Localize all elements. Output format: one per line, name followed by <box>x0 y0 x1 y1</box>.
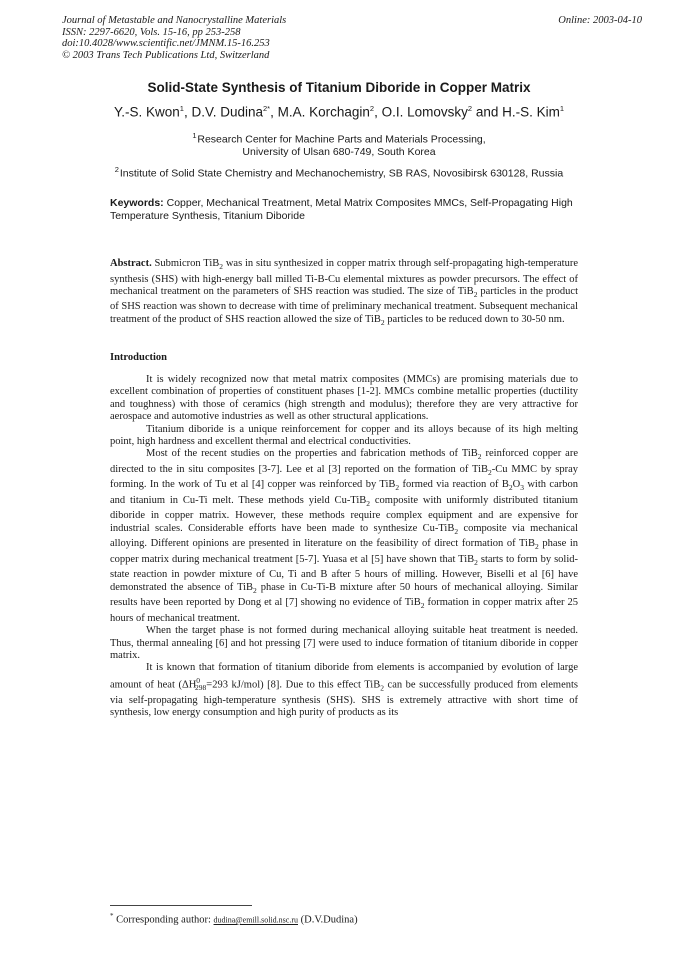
affiliation-2: $^2$ Institute of Solid State Chemistry and Mechanochemistry, SB RAS, Novosibirsk 630128, Russia <box>114 165 564 180</box>
issn: ISSN: 2297-6620, Vols. 15-16, pp 253-258 <box>62 26 241 38</box>
email-link[interactable]: dudina@emill.solid.nsc.ru <box>213 915 298 925</box>
author: Y.-S. Kwon <box>113 104 180 120</box>
paragraph: When the target phase is not formed during mechanical alloying suitable heat treatment is needed. Thus, thermal annealing [6] and hot pressing [7] were used to induce formation of titanium diboride in copper matrix. <box>110 625 578 661</box>
introduction-body <box>110 374 578 720</box>
author: H.-S. Kim <box>502 104 560 120</box>
abstract: Abstract. Submicron TiB$_2$ was in situ synthesized in copper matrix through self-propagating high-temperature synthesis (SHS) with high-energy ball milled Ti-B-Cu elemental mixtures as powder precursors. The effect of mechanical treatment on the parameters of SHS reaction was studied. The size of TiB$_2$ particles in the product of SHS reaction was shown to decrease with time of preliminary mechanical treatment. Subsequent mechanical treatment of the product of SHS reaction allowed the size of TiB$_2$ particles to be reduced down to 30-50 nm. <box>110 258 578 327</box>
author: M.A. Korchagin <box>277 104 370 120</box>
abstract-label: Abstract. <box>110 258 152 269</box>
keywords-text: Copper, Mechanical Treatment, Metal Matrix Composites MMCs, Self-Propagating High Temperature Synthesis, Titanium Diboride <box>110 197 573 222</box>
paragraph: Titanium diboride is a unique reinforcement for copper and its alloys because of its high melting point, high hardness and excellent thermal and electrical conductivities. <box>110 423 578 448</box>
journal-header <box>62 15 642 61</box>
keywords-label: Keywords: <box>110 197 164 209</box>
author-list: Y.-S. Kwon$^1$, D.V. Dudina$^{2*}$, M.A. Korchagin$^2$, O.I. Lomovsky$^2$ and H.-S. Kim$^1$ <box>113 104 565 120</box>
online-date: Online: 2003-04-10 <box>558 15 642 26</box>
author: D.V. Dudina <box>191 104 264 120</box>
copyright: © 2003 Trans Tech Publications Ltd, Switzerland <box>62 49 270 61</box>
footnote-rule <box>110 905 252 906</box>
footnote: * Corresponding author: dudina@emill.solid.nsc.ru (D.V.Dudina) <box>110 912 358 926</box>
journal-name: Journal of Metastable and Nanocrystalline Materials <box>62 15 287 26</box>
author: O.I. Lomovsky <box>381 104 468 120</box>
paper-title: Solid-State Synthesis of Titanium Diboride in Copper Matrix <box>147 80 531 95</box>
section-heading: Introduction <box>110 352 167 363</box>
paragraph: Most of the recent studies on the properties and fabrication methods of TiB$_2$ reinforced copper are directed to the in situ composites [3-7]. Lee et al [3] reported on the formation of TiB$_2$-Cu MMC by spray forming. In the work of Tu et al [4] copper was reinforced by TiB$_2$ formed via reaction of $B_2O_3$ with carbon and titanium in Cu-Ti melt. These methods yield Cu-TiB$_2$ composite with uniformly distributed titanium diboride in copper matrix. However, these methods require complex equipment and are expensive for industrial scales. Considerable efforts have been made to synthesize Cu-TiB$_2$ composite via mechanical alloying. Different opinions are presented in literature on the feasibility of direct formation of TiB$_2$ phase in copper matrix during mechanical treatment [5-7]. Yuasa et al [5] have shown that TiB$_2$ starts to form by solid-state reaction in powder mixture of Cu, Ti and B after 5 hours of milling. However, Biselli et al [6] have demonstrated the absence of TiB$_2$ phase in Cu-Ti-B mixture after 50 hours of mechanical alloying. Similar results have been reported by Dong et al [7] showing no evidence of TiB$_2$ formation in copper matrix after 25 hours of mechanical treatment. <box>110 448 579 624</box>
doi: doi:10.4028/www.scientific.net/JMNM.15-16.253 <box>62 38 270 49</box>
affiliation-1: $^1$ Research Center for Machine Parts and Materials Processing, University of Ulsan 680-749, South Korea <box>192 131 486 158</box>
keywords <box>110 197 580 222</box>
paragraph: It is known that formation of titanium diboride from elements is accompanied by evolution of large amount of heat ($\Delta H^0_{298}=293$ kJ/mol) [8]. Due to this effect TiB$_2$ can be successfully produced from elements via self-propagating high-temperature synthesis (SHS). SHS is extremely attractive with short time of synthesis, low energy consumption and high purity of products as its <box>110 662 578 719</box>
paragraph: It is widely recognized now that metal matrix composites (MMCs) are promising materials due to excellent combination of properties of constituent phases [1-2]. MMCs combine metallic properties (ductility and toughness) with those of ceramics (high strength and modulus); therefore they are very attractive for aerospace and automotive industries as well as other structural applications. <box>110 374 578 423</box>
